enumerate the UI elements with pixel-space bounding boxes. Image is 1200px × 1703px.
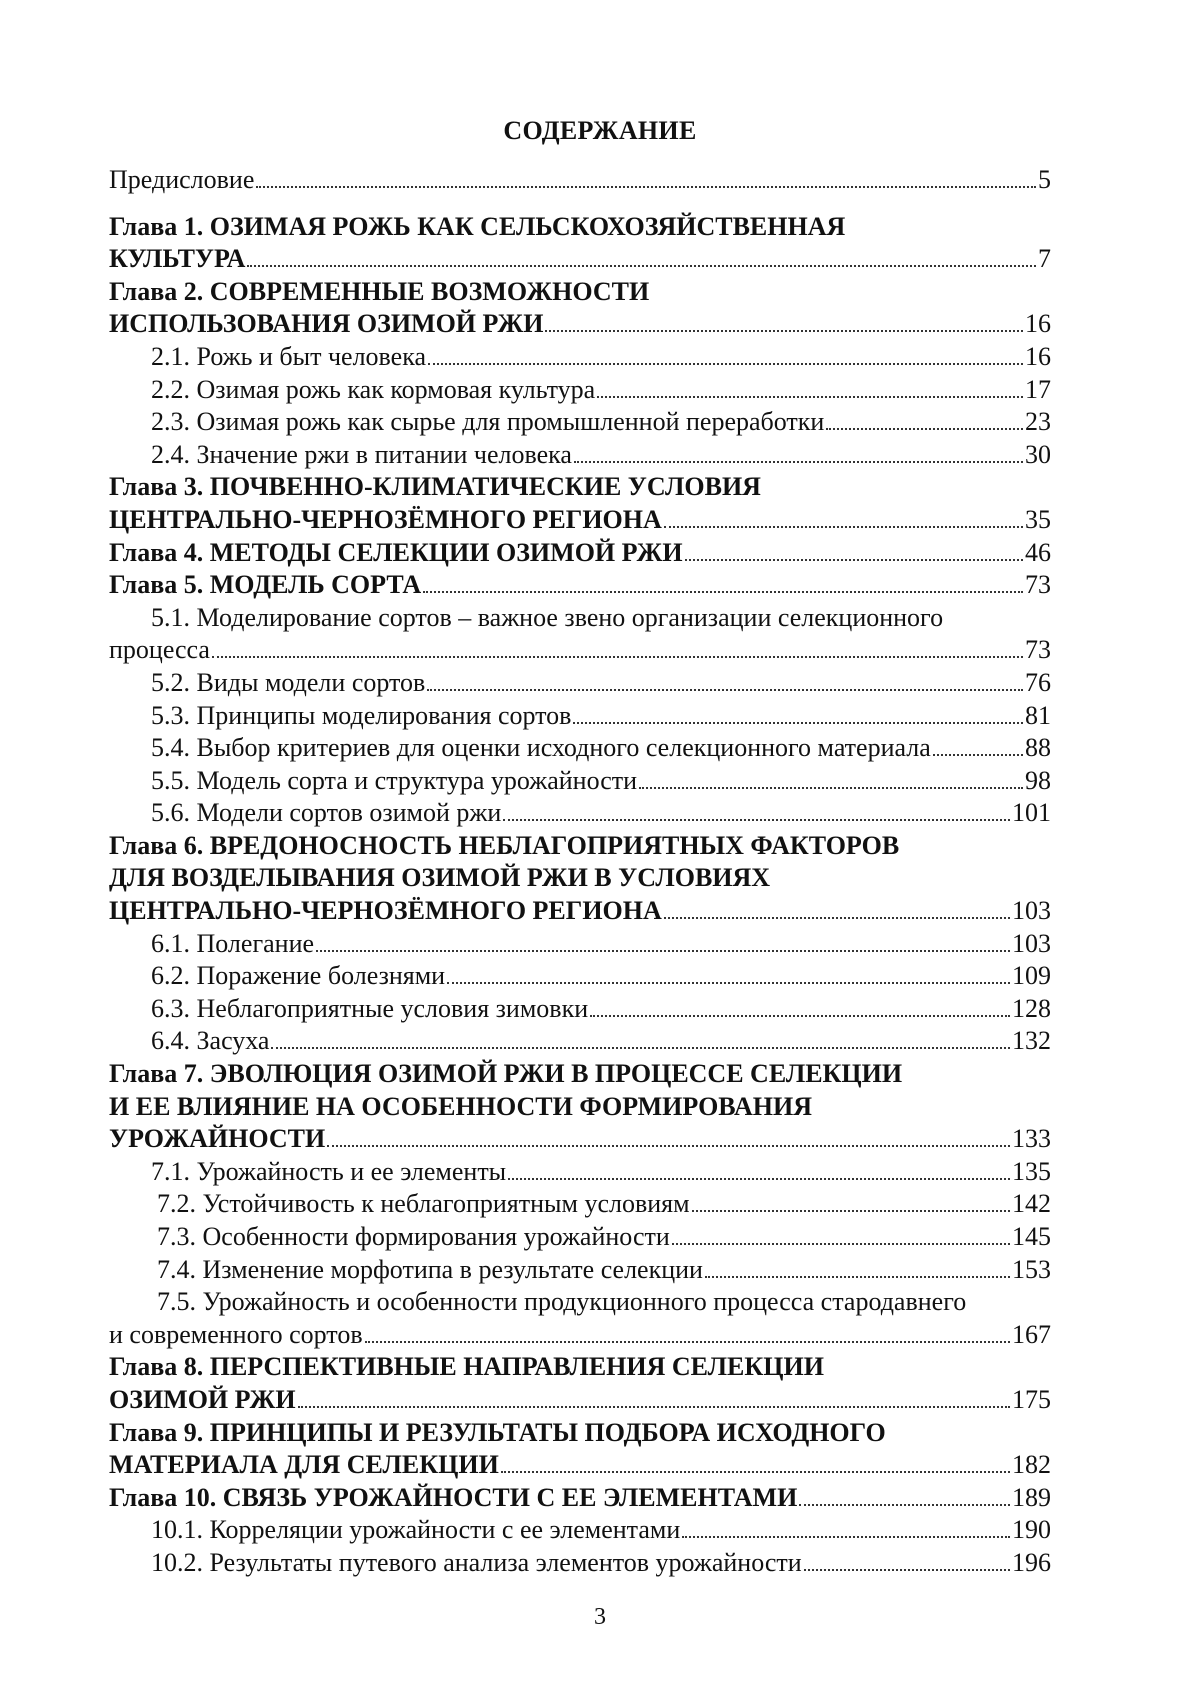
entry-page: 135 xyxy=(1012,1156,1051,1186)
entry-page: 5 xyxy=(1038,165,1051,194)
dot-leader xyxy=(503,819,1010,821)
chapter-title: Глава 7. ЭВОЛЮЦИЯ ОЗИМОЙ РЖИ В ПРОЦЕССЕ СЕЛЕКЦИИ xyxy=(109,1059,903,1089)
toc-section-5-1[interactable] xyxy=(109,634,1051,667)
dot-leader xyxy=(799,1504,1010,1506)
toc-chapter-6-line2[interactable] xyxy=(109,862,1051,895)
dot-leader xyxy=(545,330,1023,332)
toc-section-5-6[interactable] xyxy=(109,797,1051,830)
section-title: 6.2. Поражение болезнями xyxy=(151,961,446,991)
dot-leader xyxy=(423,591,1023,593)
toc-chapter-7-line1[interactable] xyxy=(109,1058,1051,1091)
toc-chapter-2[interactable] xyxy=(109,308,1051,341)
entry-page: 142 xyxy=(1012,1189,1051,1219)
dot-leader xyxy=(590,1015,1010,1017)
section-title: 5.1. Моделирование сортов – важное звено организации селекционного xyxy=(151,602,944,632)
toc-chapter-5[interactable] xyxy=(109,569,1051,602)
dot-leader xyxy=(664,917,1010,919)
dot-leader xyxy=(247,265,1036,267)
section-title: 7.1. Урожайность и ее элементы xyxy=(151,1156,507,1186)
toc-chapter-8[interactable] xyxy=(109,1384,1051,1417)
section-title: 5.3. Принципы моделирования сортов xyxy=(151,700,572,730)
entry-page: 128 xyxy=(1012,993,1051,1023)
toc-section-2-1[interactable] xyxy=(109,341,1051,374)
toc-section-2-4[interactable] xyxy=(109,439,1051,472)
toc-chapter-7-line2[interactable] xyxy=(109,1091,1051,1124)
section-title: 2.1. Рожь и быт человека xyxy=(151,341,426,371)
chapter-title: ОЗИМОЙ РЖИ xyxy=(109,1384,296,1414)
toc-chapter-1[interactable] xyxy=(109,243,1051,276)
entry-page: 46 xyxy=(1025,537,1051,567)
toc-chapter-8-line1[interactable] xyxy=(109,1351,1051,1384)
toc-chapter-7[interactable] xyxy=(109,1123,1051,1156)
toc-chapter-9-line1[interactable] xyxy=(109,1417,1051,1450)
dot-leader xyxy=(573,722,1023,724)
toc-section-7-5-line1[interactable] xyxy=(109,1286,1051,1319)
toc-chapter-3[interactable] xyxy=(109,504,1051,537)
toc-section-10-2[interactable] xyxy=(109,1547,1051,1580)
entry-page: 145 xyxy=(1012,1222,1051,1251)
dot-leader xyxy=(316,950,1010,952)
dot-leader xyxy=(639,787,1023,789)
entry-page: 133 xyxy=(1012,1124,1051,1154)
chapter-title: ЦЕНТРАЛЬНО-ЧЕРНОЗЁМНОГО РЕГИОНА xyxy=(109,896,662,926)
toc-section-2-2[interactable] xyxy=(109,374,1051,407)
dot-leader xyxy=(672,1243,1010,1245)
dot-leader xyxy=(428,363,1023,365)
toc-section-5-1-line1[interactable] xyxy=(109,602,1051,635)
dot-leader xyxy=(664,526,1023,528)
entry-page: 175 xyxy=(1012,1384,1051,1414)
section-title: 5.5. Модель сорта и структура урожайности xyxy=(151,765,638,795)
section-title: 7.4. Изменение морфотипа в результате селекции xyxy=(157,1254,703,1284)
toc-section-5-4[interactable] xyxy=(109,732,1051,765)
chapter-title: Глава 9. ПРИНЦИПЫ И РЕЗУЛЬТАТЫ ПОДБОРА ИСХОДНОГО xyxy=(109,1417,886,1447)
dot-leader xyxy=(682,1536,1010,1538)
dot-leader xyxy=(705,1276,1010,1278)
toc-chapter-4[interactable] xyxy=(109,537,1051,570)
entry-page: 190 xyxy=(1012,1515,1051,1545)
toc-section-7-4[interactable] xyxy=(109,1254,1051,1287)
toc-section-6-4[interactable] xyxy=(109,1025,1051,1058)
entry-page: 153 xyxy=(1012,1254,1051,1284)
chapter-title: Глава 4. МЕТОДЫ СЕЛЕКЦИИ ОЗИМОЙ РЖИ xyxy=(109,537,683,567)
page-title: СОДЕРЖАНИЕ xyxy=(503,116,697,145)
entry-page: 109 xyxy=(1012,961,1051,991)
entry-page: 167 xyxy=(1012,1319,1051,1349)
toc-section-6-3[interactable] xyxy=(109,993,1051,1026)
toc-section-7-1[interactable] xyxy=(109,1156,1051,1189)
dot-leader xyxy=(212,656,1023,658)
entry-page: 182 xyxy=(1012,1450,1051,1480)
dot-leader xyxy=(692,1210,1010,1212)
entry-page: 103 xyxy=(1012,928,1051,958)
chapter-title: Глава 6. ВРЕДОНОСНОСТЬ НЕБЛАГОПРИЯТНЫХ ФАКТОРОВ xyxy=(109,830,900,860)
entry-page: 16 xyxy=(1025,309,1051,339)
entry-page: 73 xyxy=(1025,570,1051,600)
toc-section-6-2[interactable] xyxy=(109,960,1051,993)
section-title: процесса xyxy=(109,635,210,665)
section-title: и современного сортов xyxy=(109,1319,363,1349)
toc-section-5-2[interactable] xyxy=(109,667,1051,700)
toc-section-5-3[interactable] xyxy=(109,700,1051,733)
chapter-title: Глава 8. ПЕРСПЕКТИВНЫЕ НАПРАВЛЕНИЯ СЕЛЕКЦИИ xyxy=(109,1352,824,1382)
dot-leader xyxy=(826,428,1023,430)
chapter-title: МАТЕРИАЛА ДЛЯ СЕЛЕКЦИИ xyxy=(109,1450,499,1480)
chapter-title: ИСПОЛЬЗОВАНИЯ ОЗИМОЙ РЖИ xyxy=(109,309,544,339)
entry-page: 76 xyxy=(1025,667,1051,697)
page-number: 3 xyxy=(594,1604,606,1630)
toc-chapter-9[interactable] xyxy=(109,1449,1051,1482)
toc-chapter-2-line1[interactable] xyxy=(109,276,1051,309)
section-title: 5.6. Модели сортов озимой ржи xyxy=(151,798,502,828)
section-title: 7.5. Урожайность и особенности продукционного процесса стародавнего xyxy=(157,1287,967,1317)
toc-section-7-5[interactable] xyxy=(109,1319,1051,1352)
chapter-title: ДЛЯ ВОЗДЕЛЫВАНИЯ ОЗИМОЙ РЖИ В УСЛОВИЯХ xyxy=(109,863,771,893)
toc-chapter-6[interactable] xyxy=(109,895,1051,928)
entry-page: 81 xyxy=(1025,700,1051,730)
chapter-title: ЦЕНТРАЛЬНО-ЧЕРНОЗЁМНОГО РЕГИОНА xyxy=(109,504,662,534)
dot-leader xyxy=(298,1406,1010,1408)
toc-section-10-1[interactable] xyxy=(109,1514,1051,1547)
dot-leader xyxy=(804,1569,1010,1571)
toc-chapter-6-line1[interactable] xyxy=(109,830,1051,863)
chapter-title: Глава 2. СОВРЕМЕННЫЕ ВОЗМОЖНОСТИ xyxy=(109,276,650,306)
section-title: 5.2. Виды модели сортов xyxy=(151,667,426,697)
toc-section-5-5[interactable] xyxy=(109,765,1051,798)
toc-chapter-3-line1[interactable] xyxy=(109,471,1051,504)
toc-section-6-1[interactable] xyxy=(109,928,1051,961)
section-title: 10.2. Результаты путевого анализа элементов урожайности xyxy=(151,1547,802,1577)
section-title: 7.3. Особенности формирования урожайности xyxy=(157,1222,670,1251)
section-title: 2.4. Значение ржи в питании человека xyxy=(151,439,572,469)
table-of-contents xyxy=(109,164,1051,1580)
toc-section-2-3[interactable] xyxy=(109,406,1051,439)
chapter-title: И ЕЕ ВЛИЯНИЕ НА ОСОБЕННОСТИ ФОРМИРОВАНИЯ xyxy=(109,1091,813,1121)
section-title: 5.4. Выбор критериев для оценки исходного селекционного материала xyxy=(151,733,931,763)
chapter-title: Глава 10. СВЯЗЬ УРОЖАЙНОСТИ С ЕЕ ЭЛЕМЕНТАМИ xyxy=(109,1482,798,1512)
entry-page: 35 xyxy=(1025,504,1051,534)
section-title: 2.2. Озимая рожь как кормовая культура xyxy=(151,374,596,404)
dot-leader xyxy=(447,982,1010,984)
toc-entry-preface[interactable] xyxy=(109,164,1051,197)
dot-leader xyxy=(597,396,1023,398)
dot-leader xyxy=(501,1471,1010,1473)
chapter-title: УРОЖАЙНОСТИ xyxy=(109,1124,326,1154)
entry-page: 23 xyxy=(1025,407,1051,437)
toc-section-7-2[interactable] xyxy=(109,1188,1051,1221)
chapter-title: Глава 5. МОДЕЛЬ СОРТА xyxy=(109,570,422,600)
section-title: 7.2. Устойчивость к неблагоприятным условиям xyxy=(157,1189,690,1219)
chapter-title: Глава 1. ОЗИМАЯ РОЖЬ КАК СЕЛЬСКОХОЗЯЙСТВЕННАЯ xyxy=(109,211,846,241)
section-title: 6.4. Засуха xyxy=(151,1026,270,1056)
entry-page: 101 xyxy=(1012,798,1051,828)
entry-page: 103 xyxy=(1012,896,1051,926)
dot-leader xyxy=(365,1341,1010,1343)
dot-leader xyxy=(327,1145,1010,1147)
entry-page: 88 xyxy=(1025,733,1051,763)
toc-chapter-10[interactable] xyxy=(109,1482,1051,1515)
dot-leader xyxy=(685,559,1023,561)
section-title: 6.1. Полегание xyxy=(151,928,315,958)
entry-page: 30 xyxy=(1025,439,1051,469)
chapter-title: КУЛЬТУРА xyxy=(109,244,246,274)
dot-leader xyxy=(427,689,1023,691)
toc-chapter-1-line1[interactable] xyxy=(109,211,1051,244)
entry-page: 189 xyxy=(1012,1482,1051,1512)
section-title: 6.3. Неблагоприятные условия зимовки xyxy=(151,993,589,1023)
entry-page: 73 xyxy=(1025,635,1051,665)
entry-page: 7 xyxy=(1038,244,1051,274)
entry-page: 17 xyxy=(1025,374,1051,404)
section-title: 2.3. Озимая рожь как сырье для промышленной переработки xyxy=(151,407,825,437)
toc-section-7-3[interactable] xyxy=(109,1221,1051,1254)
section-title: 10.1. Корреляции урожайности с ее элементами xyxy=(151,1515,681,1545)
entry-page: 132 xyxy=(1012,1026,1051,1056)
entry-page: 16 xyxy=(1025,341,1051,371)
dot-leader xyxy=(933,754,1023,756)
entry-title: Предисловие xyxy=(109,165,255,194)
entry-page: 196 xyxy=(1012,1547,1051,1577)
dot-leader xyxy=(574,461,1023,463)
chapter-title: Глава 3. ПОЧВЕННО-КЛИМАТИЧЕСКИЕ УСЛОВИЯ xyxy=(109,472,761,502)
dot-leader xyxy=(508,1178,1010,1180)
entry-page: 98 xyxy=(1025,765,1051,795)
dot-leader xyxy=(271,1047,1010,1049)
dot-leader xyxy=(256,186,1036,188)
